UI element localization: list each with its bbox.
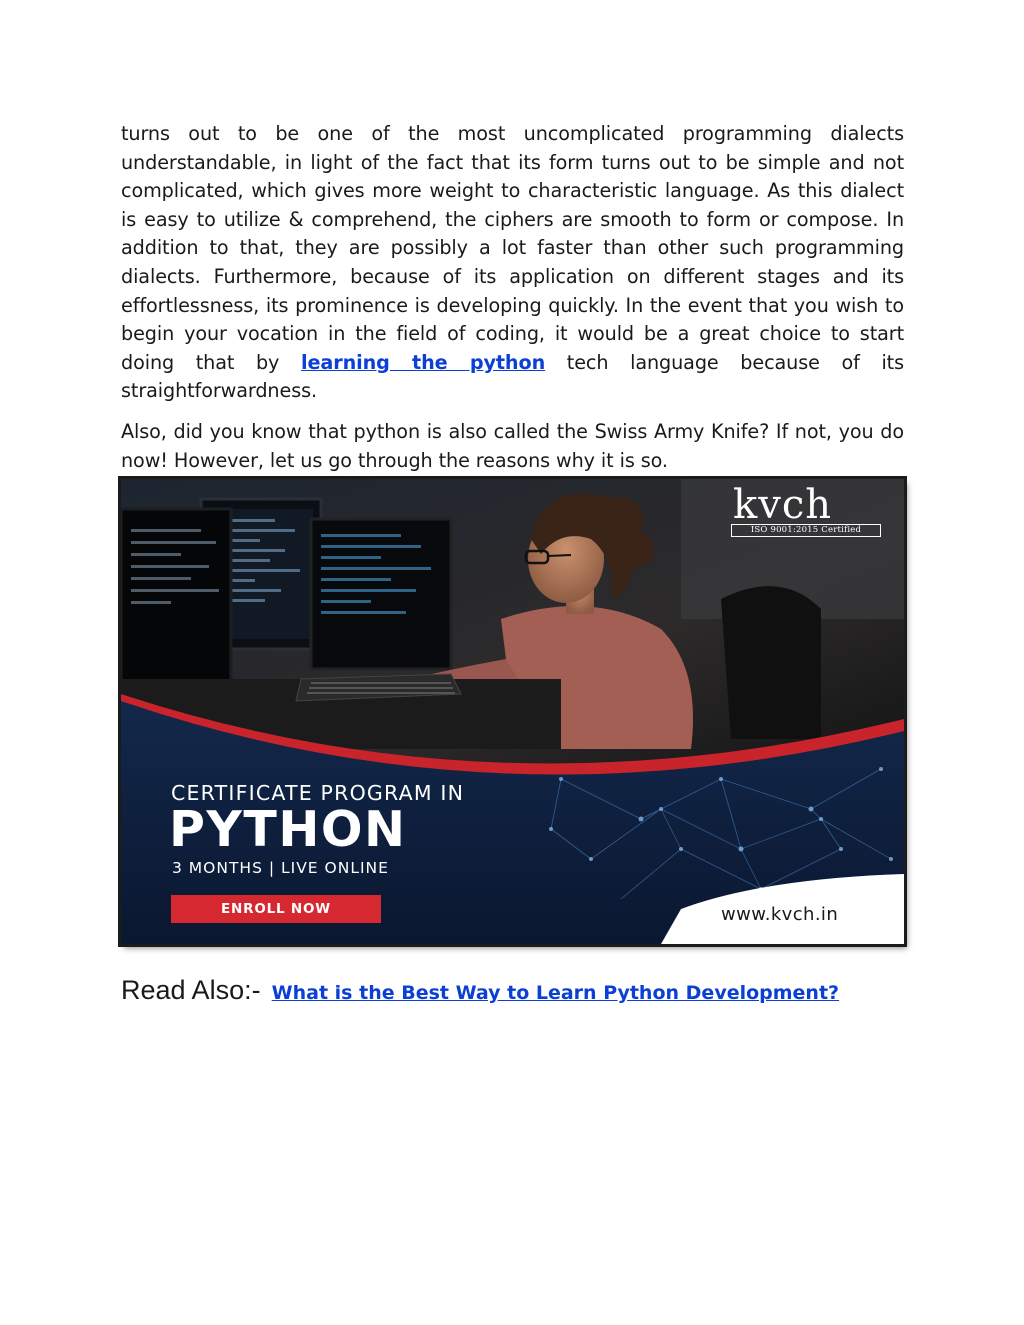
certificate-program-label: CERTIFICATE PROGRAM IN: [171, 781, 465, 805]
enroll-now-button[interactable]: ENROLL NOW: [171, 895, 381, 923]
python-headline: PYTHON: [169, 801, 407, 858]
course-duration: 3 MONTHS | LIVE ONLINE: [172, 859, 389, 877]
kvch-logo: [731, 482, 881, 541]
article-paragraph-2: Also, did you know that python is also called the Swiss Army Knife? If not, you do now! However, let us go through the reasons why it is so.: [121, 419, 904, 472]
learning-python-link[interactable]: learning the python: [300, 350, 546, 374]
iso-certified-badge: ISO 9001:2015 Certified: [731, 524, 881, 537]
python-course-banner[interactable]: [121, 479, 904, 944]
read-also-section: [121, 975, 839, 1006]
read-also-link[interactable]: What is the Best Way to Learn Python Development?: [271, 982, 840, 1004]
kvch-wordmark: kvch: [733, 482, 832, 528]
paragraph-1-tail: tech language because of its straightforwardness.: [121, 350, 904, 403]
article-paragraph-1: [121, 120, 904, 406]
read-also-label: Read Also:-: [121, 975, 261, 1005]
paragraph-1-text: turns out to be one of the most uncomplicated programming dialects understandable, in light of the fact that its form turns out to be simple and not complicated, which gives more weight to characteristic language. As this dialect is easy to utilize & comprehend, the ciphers are smooth to form or compose. In addition to that, they are possibly a lot faster than other such programming dialects. Furthermore, because of its application on different stages and its effortlessness, its prominence is developing quickly. In the event that you wish to begin your vocation in the field of coding, it would be a great choice to start doing that by: [121, 122, 904, 374]
article-body: [121, 120, 904, 475]
website-url: www.kvch.in: [721, 904, 839, 925]
